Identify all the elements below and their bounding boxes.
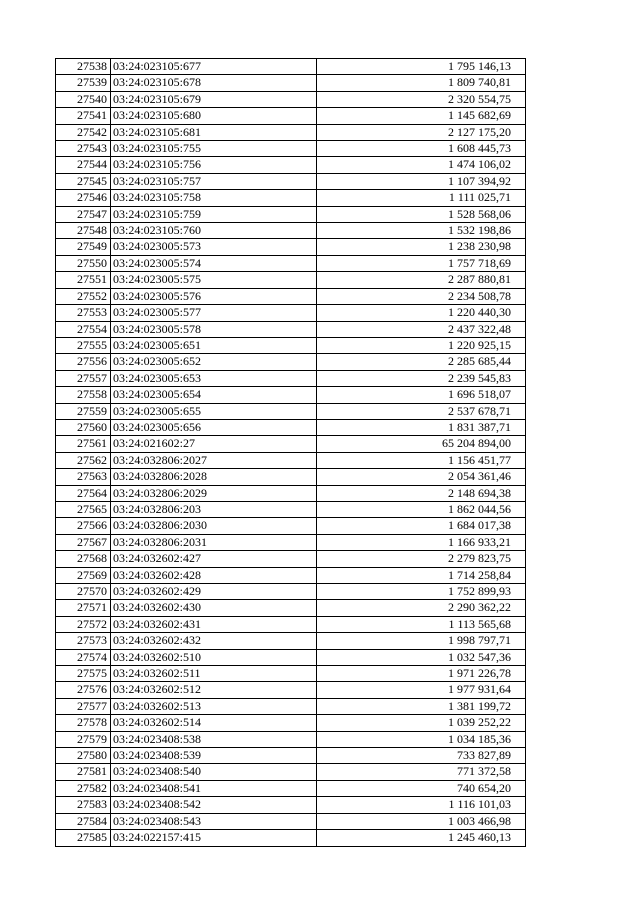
value-cell: 2 148 694,38 xyxy=(317,485,526,501)
cadastral-number-cell: 03:24:023005:653 xyxy=(111,370,317,386)
cadastral-number-cell: 03:24:032602:432 xyxy=(111,633,317,649)
value-cell: 740 654,20 xyxy=(317,780,526,796)
row-number-cell: 27571 xyxy=(56,600,111,616)
value-cell: 1 039 252,22 xyxy=(317,715,526,731)
row-number-cell: 27538 xyxy=(56,59,111,75)
cadastral-number-cell: 03:24:023005:576 xyxy=(111,288,317,304)
cadastral-number-cell: 03:24:032602:429 xyxy=(111,584,317,600)
table-row xyxy=(56,485,526,501)
table-row xyxy=(56,59,526,75)
row-number-cell: 27567 xyxy=(56,534,111,550)
cadastral-number-cell: 03:24:032602:428 xyxy=(111,567,317,583)
row-number-cell: 27559 xyxy=(56,403,111,419)
cadastral-number-cell: 03:24:023408:538 xyxy=(111,731,317,747)
cadastral-number-cell: 03:24:023005:655 xyxy=(111,403,317,419)
value-cell: 2 437 322,48 xyxy=(317,321,526,337)
cadastral-number-cell: 03:24:023408:543 xyxy=(111,813,317,829)
table-row xyxy=(56,616,526,632)
table-row xyxy=(56,780,526,796)
row-number-cell: 27573 xyxy=(56,633,111,649)
value-cell: 1 608 445,73 xyxy=(317,141,526,157)
value-cell: 2 279 823,75 xyxy=(317,551,526,567)
value-cell: 1 757 718,69 xyxy=(317,255,526,271)
row-number-cell: 27577 xyxy=(56,698,111,714)
table-body xyxy=(56,59,526,847)
table-row xyxy=(56,518,526,534)
value-cell: 1 145 682,69 xyxy=(317,108,526,124)
table-row xyxy=(56,157,526,173)
value-cell: 1 696 518,07 xyxy=(317,387,526,403)
row-number-cell: 27566 xyxy=(56,518,111,534)
cadastral-number-cell: 03:24:023105:679 xyxy=(111,91,317,107)
value-cell: 1 111 025,71 xyxy=(317,190,526,206)
cadastral-number-cell: 03:24:023005:651 xyxy=(111,337,317,353)
value-cell: 2 285 685,44 xyxy=(317,354,526,370)
table-row xyxy=(56,75,526,91)
value-cell: 771 372,58 xyxy=(317,764,526,780)
cadastral-number-cell: 03:24:023005:652 xyxy=(111,354,317,370)
row-number-cell: 27547 xyxy=(56,206,111,222)
value-cell: 2 290 362,22 xyxy=(317,600,526,616)
table-row xyxy=(56,830,526,846)
table-row xyxy=(56,600,526,616)
row-number-cell: 27574 xyxy=(56,649,111,665)
value-cell: 1 113 565,68 xyxy=(317,616,526,632)
cadastral-number-cell: 03:24:023005:654 xyxy=(111,387,317,403)
cadastral-number-cell: 03:24:023105:680 xyxy=(111,108,317,124)
row-number-cell: 27579 xyxy=(56,731,111,747)
table-row xyxy=(56,108,526,124)
row-number-cell: 27557 xyxy=(56,370,111,386)
value-cell: 1 034 185,36 xyxy=(317,731,526,747)
table-row xyxy=(56,124,526,140)
table-row xyxy=(56,452,526,468)
row-number-cell: 27541 xyxy=(56,108,111,124)
value-cell: 733 827,89 xyxy=(317,748,526,764)
row-number-cell: 27578 xyxy=(56,715,111,731)
row-number-cell: 27543 xyxy=(56,141,111,157)
value-cell: 1 714 258,84 xyxy=(317,567,526,583)
value-cell: 2 287 880,81 xyxy=(317,272,526,288)
table-row xyxy=(56,666,526,682)
value-cell: 2 239 545,83 xyxy=(317,370,526,386)
table-row xyxy=(56,469,526,485)
row-number-cell: 27570 xyxy=(56,584,111,600)
cadastral-number-cell: 03:24:032602:511 xyxy=(111,666,317,682)
cadastral-number-cell: 03:24:023105:677 xyxy=(111,59,317,75)
cadastral-number-cell: 03:24:032806:2031 xyxy=(111,534,317,550)
table-row xyxy=(56,272,526,288)
value-cell: 1 977 931,64 xyxy=(317,682,526,698)
table-row xyxy=(56,239,526,255)
row-number-cell: 27556 xyxy=(56,354,111,370)
cadastral-number-cell: 03:24:023105:678 xyxy=(111,75,317,91)
cadastral-number-cell: 03:24:032602:431 xyxy=(111,616,317,632)
value-cell: 65 204 894,00 xyxy=(317,436,526,452)
cadastral-number-cell: 03:24:032806:2030 xyxy=(111,518,317,534)
row-number-cell: 27544 xyxy=(56,157,111,173)
table-row xyxy=(56,682,526,698)
row-number-cell: 27548 xyxy=(56,223,111,239)
table-row xyxy=(56,567,526,583)
table-row xyxy=(56,305,526,321)
row-number-cell: 27551 xyxy=(56,272,111,288)
cadastral-number-cell: 03:24:023105:758 xyxy=(111,190,317,206)
cadastral-number-cell: 03:24:023105:756 xyxy=(111,157,317,173)
row-number-cell: 27540 xyxy=(56,91,111,107)
value-cell: 1 220 440,30 xyxy=(317,305,526,321)
row-number-cell: 27542 xyxy=(56,124,111,140)
cadastral-number-cell: 03:24:023105:757 xyxy=(111,173,317,189)
cadastral-number-cell: 03:24:023005:578 xyxy=(111,321,317,337)
table-row xyxy=(56,223,526,239)
value-cell: 1 220 925,15 xyxy=(317,337,526,353)
value-cell: 1 003 466,98 xyxy=(317,813,526,829)
cadastral-number-cell: 03:24:023005:656 xyxy=(111,419,317,435)
value-cell: 1 474 106,02 xyxy=(317,157,526,173)
cadastral-number-cell: 03:24:023005:574 xyxy=(111,255,317,271)
table-row xyxy=(56,797,526,813)
value-cell: 2 320 554,75 xyxy=(317,91,526,107)
row-number-cell: 27584 xyxy=(56,813,111,829)
cadastral-number-cell: 03:24:023408:539 xyxy=(111,748,317,764)
cadastral-number-cell: 03:24:032602:514 xyxy=(111,715,317,731)
table-row xyxy=(56,551,526,567)
cadastral-number-cell: 03:24:022157:415 xyxy=(111,830,317,846)
value-cell: 2 127 175,20 xyxy=(317,124,526,140)
row-number-cell: 27563 xyxy=(56,469,111,485)
value-cell: 1 166 933,21 xyxy=(317,534,526,550)
value-cell: 1 998 797,71 xyxy=(317,633,526,649)
table-row xyxy=(56,255,526,271)
value-cell: 1 528 568,06 xyxy=(317,206,526,222)
cadastral-number-cell: 03:24:032602:513 xyxy=(111,698,317,714)
cadastral-number-cell: 03:24:032602:427 xyxy=(111,551,317,567)
value-cell: 1 245 460,13 xyxy=(317,830,526,846)
table-row xyxy=(56,419,526,435)
table-row xyxy=(56,321,526,337)
row-number-cell: 27582 xyxy=(56,780,111,796)
table-row xyxy=(56,748,526,764)
row-number-cell: 27558 xyxy=(56,387,111,403)
row-number-cell: 27546 xyxy=(56,190,111,206)
row-number-cell: 27575 xyxy=(56,666,111,682)
cadastral-number-cell: 03:24:023408:542 xyxy=(111,797,317,813)
row-number-cell: 27581 xyxy=(56,764,111,780)
row-number-cell: 27562 xyxy=(56,452,111,468)
value-cell: 2 234 508,78 xyxy=(317,288,526,304)
value-cell: 1 238 230,98 xyxy=(317,239,526,255)
value-cell: 1 532 198,86 xyxy=(317,223,526,239)
value-cell: 1 116 101,03 xyxy=(317,797,526,813)
table-row xyxy=(56,190,526,206)
row-number-cell: 27539 xyxy=(56,75,111,91)
table-row xyxy=(56,91,526,107)
cadastral-number-cell: 03:24:032602:510 xyxy=(111,649,317,665)
row-number-cell: 27569 xyxy=(56,567,111,583)
table-row xyxy=(56,337,526,353)
table-row xyxy=(56,436,526,452)
table-row xyxy=(56,501,526,517)
table-row xyxy=(56,354,526,370)
value-cell: 1 971 226,78 xyxy=(317,666,526,682)
cadastral-number-cell: 03:24:023005:577 xyxy=(111,305,317,321)
table-row xyxy=(56,403,526,419)
value-cell: 1 831 387,71 xyxy=(317,419,526,435)
cadastral-number-cell: 03:24:021602:27 xyxy=(111,436,317,452)
value-cell: 1 381 199,72 xyxy=(317,698,526,714)
table-row xyxy=(56,584,526,600)
row-number-cell: 27560 xyxy=(56,419,111,435)
cadastral-number-cell: 03:24:032602:430 xyxy=(111,600,317,616)
value-cell: 1 156 451,77 xyxy=(317,452,526,468)
cadastral-number-cell: 03:24:023408:541 xyxy=(111,780,317,796)
row-number-cell: 27576 xyxy=(56,682,111,698)
table-row xyxy=(56,649,526,665)
table-row xyxy=(56,633,526,649)
row-number-cell: 27549 xyxy=(56,239,111,255)
table-row xyxy=(56,698,526,714)
table-row xyxy=(56,173,526,189)
cadastral-number-cell: 03:24:023408:540 xyxy=(111,764,317,780)
table-row xyxy=(56,206,526,222)
row-number-cell: 27554 xyxy=(56,321,111,337)
cadastral-number-cell: 03:24:032806:2027 xyxy=(111,452,317,468)
table-row xyxy=(56,764,526,780)
table-row xyxy=(56,387,526,403)
value-cell: 1 809 740,81 xyxy=(317,75,526,91)
value-cell: 2 054 361,46 xyxy=(317,469,526,485)
row-number-cell: 27564 xyxy=(56,485,111,501)
cadastral-number-cell: 03:24:032806:203 xyxy=(111,501,317,517)
row-number-cell: 27545 xyxy=(56,173,111,189)
value-cell: 2 537 678,71 xyxy=(317,403,526,419)
cadastral-number-cell: 03:24:023105:760 xyxy=(111,223,317,239)
row-number-cell: 27568 xyxy=(56,551,111,567)
cadastral-number-cell: 03:24:023005:575 xyxy=(111,272,317,288)
table-row xyxy=(56,534,526,550)
value-cell: 1 862 044,56 xyxy=(317,501,526,517)
row-number-cell: 27565 xyxy=(56,501,111,517)
row-number-cell: 27550 xyxy=(56,255,111,271)
table-row xyxy=(56,288,526,304)
cadastral-number-cell: 03:24:032806:2028 xyxy=(111,469,317,485)
cadastral-number-cell: 03:24:023105:755 xyxy=(111,141,317,157)
row-number-cell: 27580 xyxy=(56,748,111,764)
table-row xyxy=(56,813,526,829)
value-cell: 1 795 146,13 xyxy=(317,59,526,75)
cadastral-number-cell: 03:24:023005:573 xyxy=(111,239,317,255)
value-cell: 1 684 017,38 xyxy=(317,518,526,534)
row-number-cell: 27552 xyxy=(56,288,111,304)
table-row xyxy=(56,731,526,747)
row-number-cell: 27572 xyxy=(56,616,111,632)
value-cell: 1 107 394,92 xyxy=(317,173,526,189)
cadastral-number-cell: 03:24:023105:759 xyxy=(111,206,317,222)
row-number-cell: 27561 xyxy=(56,436,111,452)
table-row xyxy=(56,370,526,386)
row-number-cell: 27585 xyxy=(56,830,111,846)
cadastral-number-cell: 03:24:023105:681 xyxy=(111,124,317,140)
table-row xyxy=(56,141,526,157)
row-number-cell: 27555 xyxy=(56,337,111,353)
table-row xyxy=(56,715,526,731)
cadastral-number-cell: 03:24:032602:512 xyxy=(111,682,317,698)
row-number-cell: 27583 xyxy=(56,797,111,813)
row-number-cell: 27553 xyxy=(56,305,111,321)
value-cell: 1 752 899,93 xyxy=(317,584,526,600)
cadastral-number-cell: 03:24:032806:2029 xyxy=(111,485,317,501)
value-cell: 1 032 547,36 xyxy=(317,649,526,665)
data-table xyxy=(55,58,526,847)
